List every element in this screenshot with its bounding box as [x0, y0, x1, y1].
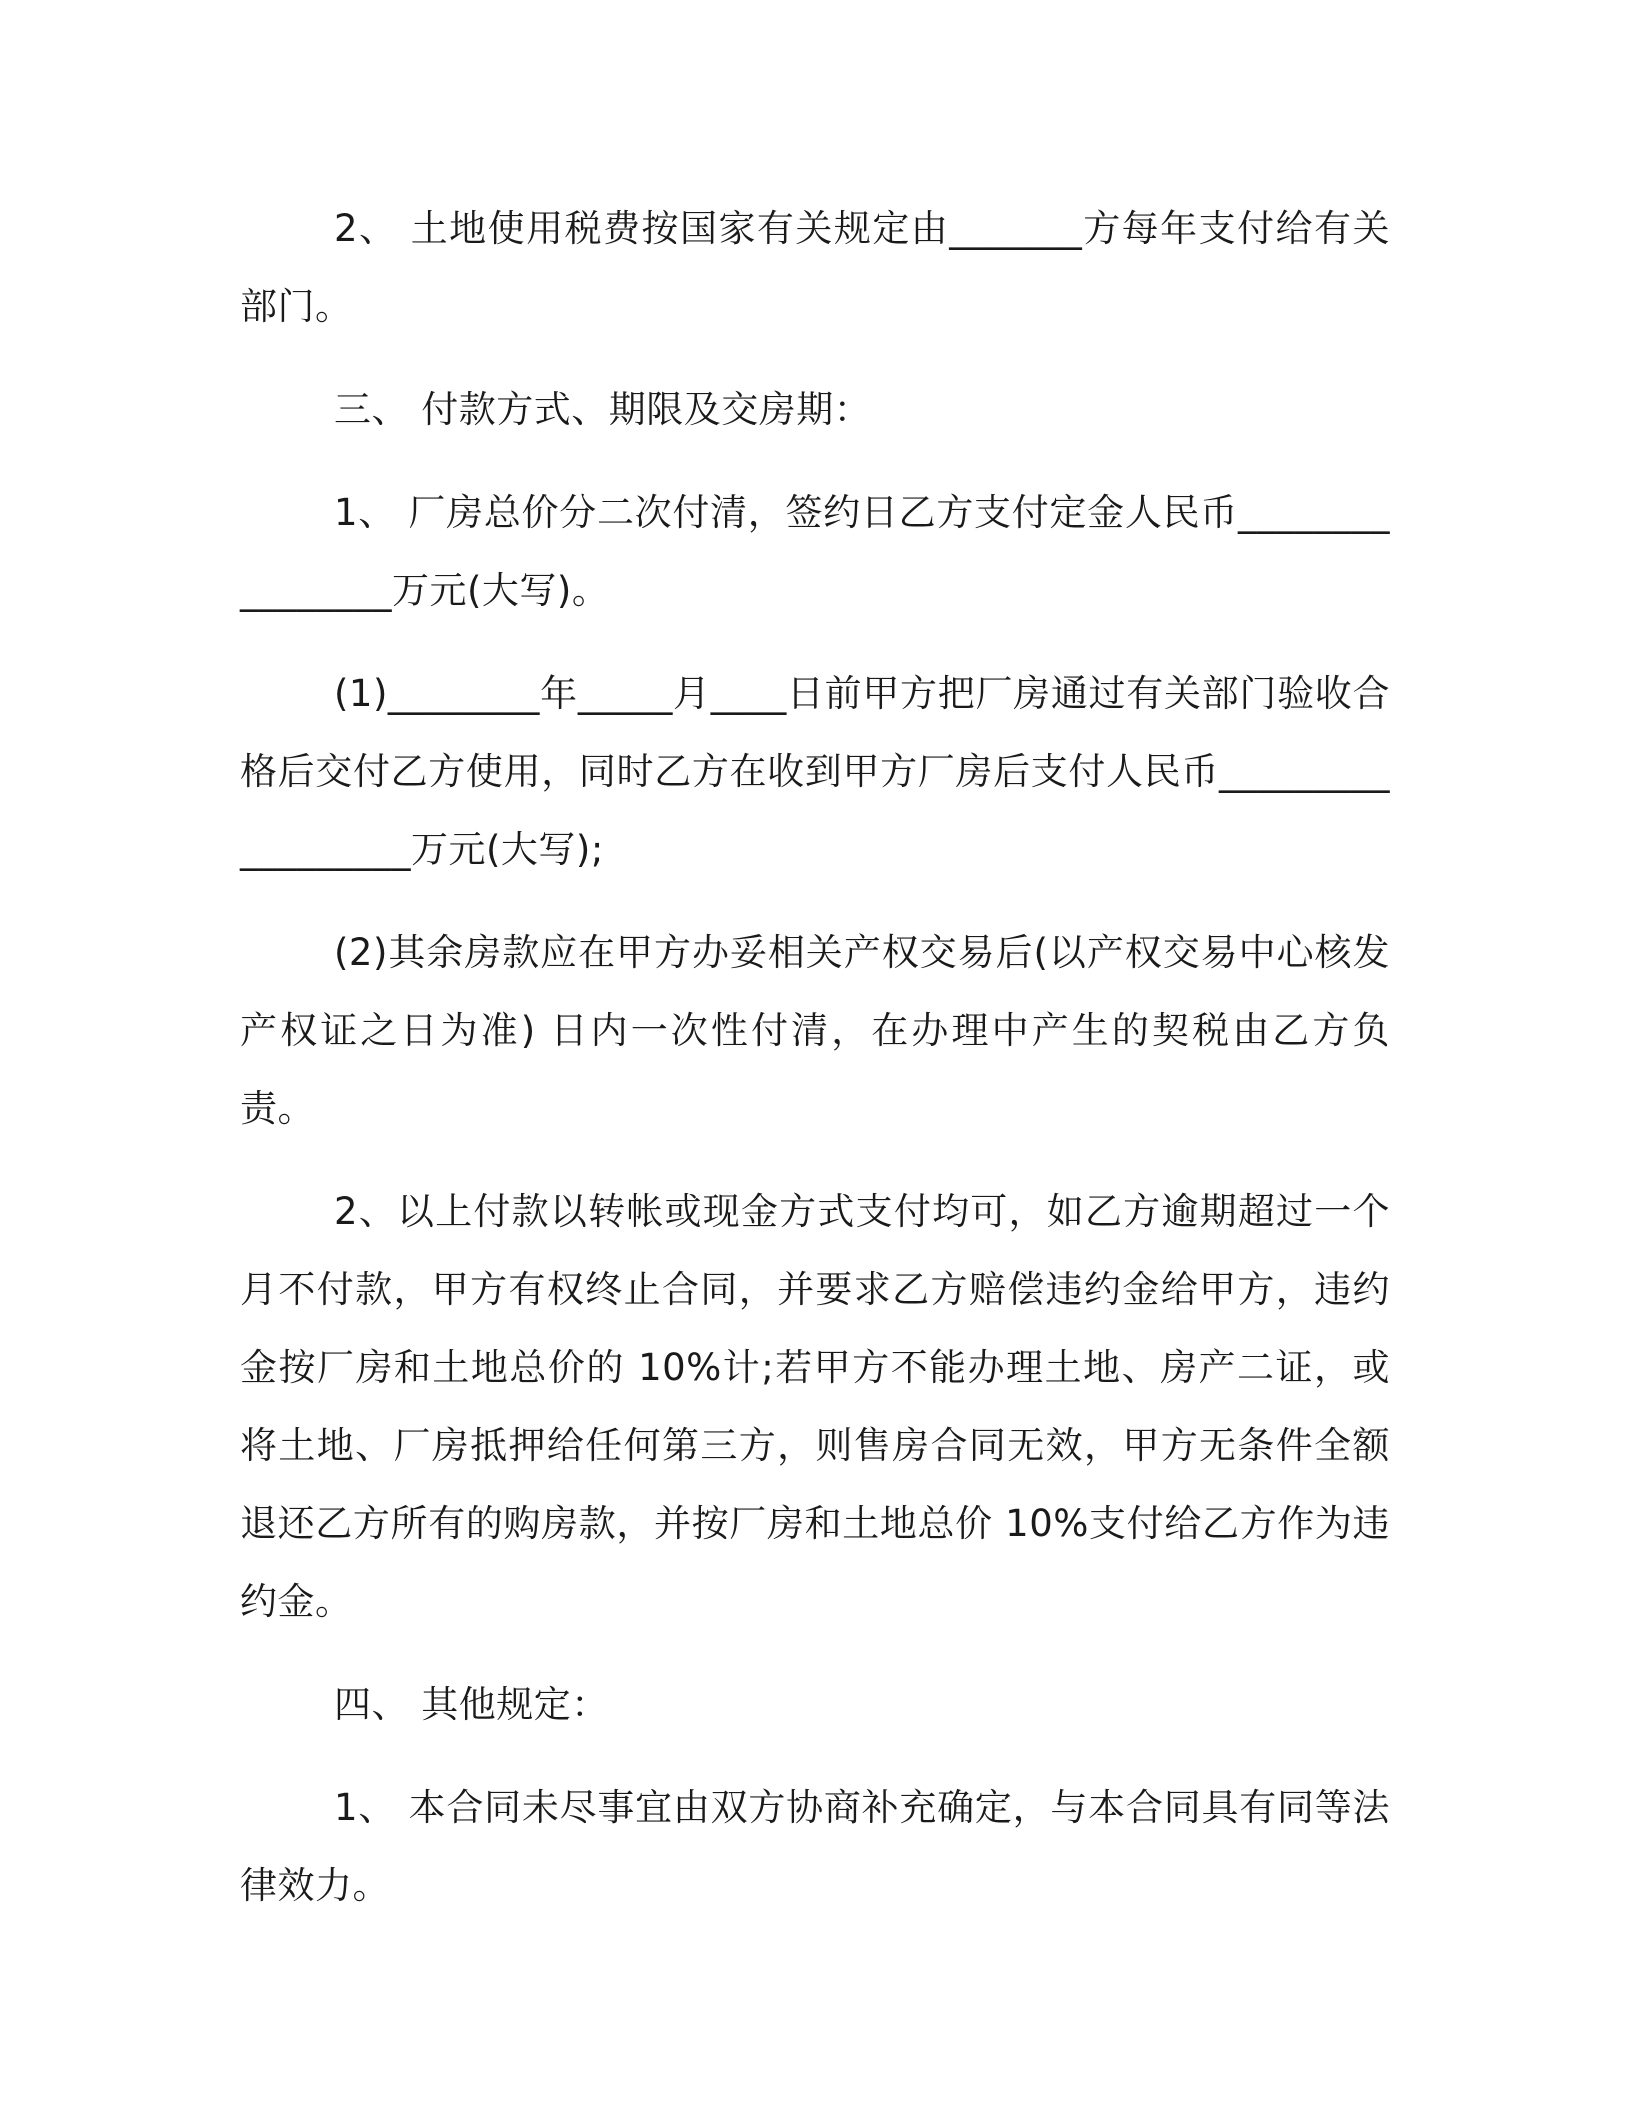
paragraph-payment-first: (1)________年_____月____日前甲方把厂房通过有关部门验收合格后交付乙方使用，同时乙方在收到甲方厂房后支付人民币__________________万元(大写); [240, 672, 1390, 871]
paragraph-payment-remainder: (2)其余房款应在甲方办妥相关产权交易后(以产权交易中心核发产权证之日为准) 日内一次性付清，在办理中产生的契税由乙方负责。 [240, 931, 1390, 1130]
section-heading-payment: 三、 付款方式、期限及交房期： [334, 388, 872, 431]
paragraph-other-supplement: 1、 本合同未尽事宜由双方协商补充确定，与本合同具有同等法律效力。 [240, 1786, 1390, 1907]
paragraph-payment-installments: 1、 厂房总价分二次付清，签约日乙方支付定金人民币________________万元(大写)。 [240, 491, 1390, 612]
document-body [240, 190, 1390, 1950]
paragraph-payment-terms: 2、以上付款以转帐或现金方式支付均可，如乙方逾期超过一个月不付款，甲方有权终止合同，并要求乙方赔偿违约金给甲方，违约金按厂房和土地总价的 10%计;若甲方不能办理土地、房产二证，或将土地、厂房抵押给任何第三方，则售房合同无效，甲方无条件全额退还乙方所有的购房款，并按厂房和土地总价 10%支付给乙方作为违约金。 [240, 1190, 1390, 1623]
paragraph-land-tax: 2、 土地使用税费按国家有关规定由_______方每年支付给有关部门。 [240, 207, 1390, 328]
section-heading-other: 四、 其他规定： [334, 1683, 609, 1726]
